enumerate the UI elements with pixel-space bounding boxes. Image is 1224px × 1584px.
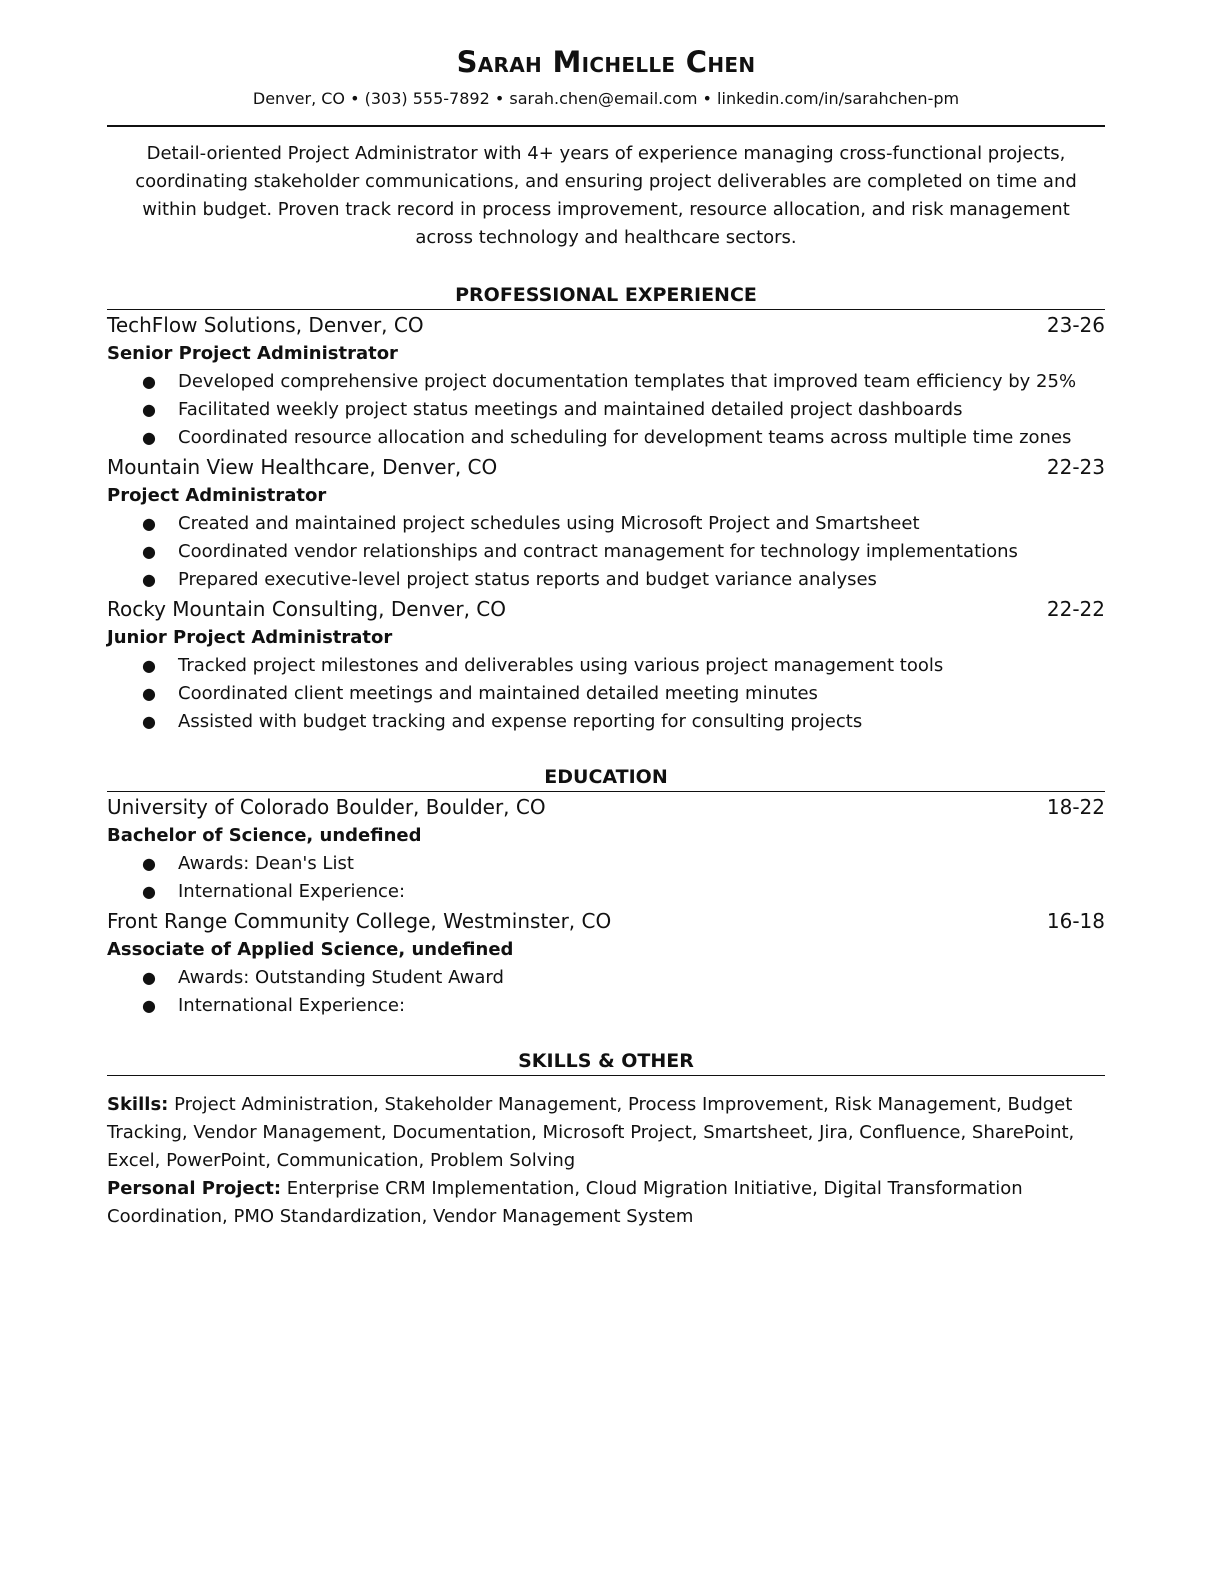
bullet-text: Developed comprehensive project documentation templates that improved team efficiency by 25% [178,371,1077,392]
entry-header [107,594,1105,624]
skills-section [107,1048,1105,1231]
entry-dates: 22-22 [1046,597,1105,621]
personal-project-label: Personal Project: [107,1178,282,1199]
header-divider [107,125,1105,127]
personal-project-list: Enterprise CRM Implementation, Cloud Migration Initiative, Digital Transformation Coordination, PMO Standardization, Vendor Management System [107,1178,1023,1227]
bullet-icon: ● [142,656,156,675]
bullet-icon: ● [142,542,156,561]
employer-name: Mountain View Healthcare, Denver, CO [107,455,498,479]
bullet-icon: ● [142,570,156,589]
bullet-text: Facilitated weekly project status meetings and maintained detailed project dashboards [178,399,963,420]
bullet-icon: ● [142,428,156,447]
bullet-icon: ● [142,854,156,873]
bullet-text: Prepared executive-level project status reports and budget variance analyses [178,569,877,590]
entry-header [107,310,1105,340]
skills-heading: SKILLS & OTHER [107,1048,1105,1076]
degree: Associate of Applied Science, undefined [107,939,514,960]
bullet-icon: ● [142,882,156,901]
bullet-list [107,368,1105,452]
bullet-icon: ● [142,400,156,419]
education-entry [107,792,1105,906]
education-entry [107,906,1105,1020]
bullet-item [107,964,1105,992]
bullet-list [107,652,1105,736]
entry-dates: 23-26 [1046,313,1105,337]
skills-label: Skills: [107,1094,169,1115]
bullet-text: International Experience: [178,881,406,902]
entry-dates: 16-18 [1046,909,1105,933]
bullet-icon: ● [142,514,156,533]
bullet-text: Coordinated client meetings and maintained detailed meeting minutes [178,683,818,704]
skills-list: Project Administration, Stakeholder Management, Process Improvement, Risk Management, Budget Tracking, Vendor Management, Documentation, Microsoft Project, Smartsheet, Jira, Confluence, SharePoint, Excel, PowerPoint, Communication, Problem Solving [107,1094,1075,1171]
entry-dates: 22-23 [1046,455,1105,479]
employer-name: TechFlow Solutions, Denver, CO [107,313,424,337]
skills-block [107,1091,1105,1231]
candidate-name: Sarah Michelle Chen [456,45,756,79]
professional-summary: Detail-oriented Project Administrator with 4+ years of experience managing cross-functional projects, coordinating stakeholder communications, and ensuring project deliverables are completed on time and within budget. Proven track record in process improvement, resource allocation, and risk management across technology and healthcare sectors. [135,143,1077,248]
bullet-list [107,510,1105,594]
personal-project-line [107,1175,1105,1231]
bullet-item [107,850,1105,878]
entry-dates: 18-22 [1046,795,1105,819]
bullet-item [107,708,1105,736]
bullet-text: Created and maintained project schedules using Microsoft Project and Smartsheet [178,513,920,534]
job-title: Senior Project Administrator [107,343,398,364]
bullet-list [107,850,1105,906]
contact-line: Denver, CO • (303) 555-7892 • sarah.chen@email.com • linkedin.com/in/sarahchen-pm [252,89,960,108]
experience-entry [107,452,1105,594]
school-name: University of Colorado Boulder, Boulder, CO [107,795,546,819]
school-name: Front Range Community College, Westminster, CO [107,909,612,933]
bullet-icon: ● [142,684,156,703]
bullet-list [107,964,1105,1020]
job-title: Project Administrator [107,485,327,506]
employer-name: Rocky Mountain Consulting, Denver, CO [107,597,507,621]
bullet-item [107,680,1105,708]
resume-page [107,40,1105,1231]
entry-header [107,906,1105,936]
bullet-item [107,368,1105,396]
job-title: Junior Project Administrator [107,627,393,648]
education-section [107,764,1105,1020]
bullet-icon: ● [142,372,156,391]
bullet-item [107,878,1105,906]
bullet-text: Awards: Dean's List [178,853,354,874]
bullet-text: Awards: Outstanding Student Award [178,967,504,988]
bullet-item [107,652,1105,680]
experience-entry [107,594,1105,736]
bullet-item [107,396,1105,424]
bullet-item [107,538,1105,566]
degree: Bachelor of Science, undefined [107,825,422,846]
bullet-icon: ● [142,968,156,987]
bullet-item [107,992,1105,1020]
entry-header [107,452,1105,482]
entry-header [107,792,1105,822]
skills-line [107,1091,1105,1175]
bullet-text: Coordinated vendor relationships and contract management for technology implementations [178,541,1018,562]
experience-heading: PROFESSIONAL EXPERIENCE [107,282,1105,310]
education-heading: EDUCATION [107,764,1105,792]
bullet-icon: ● [142,712,156,731]
bullet-item [107,424,1105,452]
bullet-text: International Experience: [178,995,406,1016]
bullet-text: Assisted with budget tracking and expense reporting for consulting projects [178,711,863,732]
bullet-text: Tracked project milestones and deliverables using various project management tools [178,655,944,676]
bullet-item [107,566,1105,594]
experience-entry [107,310,1105,452]
bullet-text: Coordinated resource allocation and scheduling for development teams across multiple time zones [178,427,1072,448]
bullet-icon: ● [142,996,156,1015]
experience-section [107,282,1105,736]
bullet-item [107,510,1105,538]
